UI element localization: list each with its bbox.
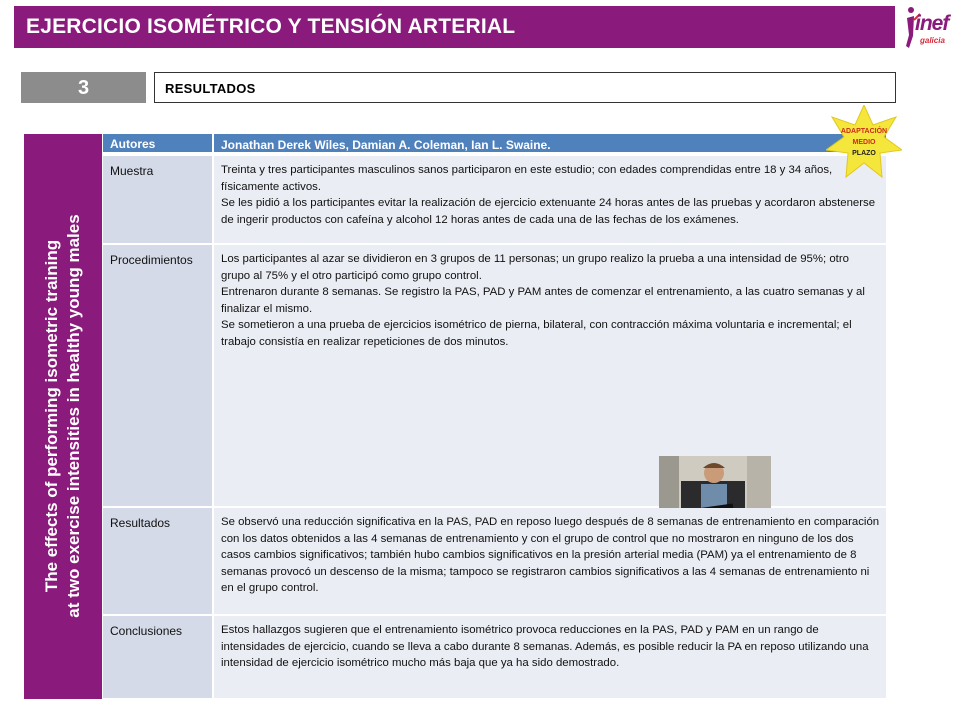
procedimientos-paragraph: Se sometieron a una prueba de ejercicios isométrico de pierna, bilateral, con contracción máxima voluntaria e incremental; el trabajo consistía en realizar repeticiones de dos minutos. — [221, 319, 852, 348]
authors-value: Jonathan Derek Wiles, Damian A. Coleman, Ian L. Swaine. — [221, 138, 551, 152]
section-title: RESULTADOS — [165, 81, 256, 96]
page-title: EJERCICIO ISOMÉTRICO Y TENSIÓN ARTERIAL — [26, 15, 516, 38]
inef-galicia-logo-icon — [905, 6, 955, 54]
table-row-authors — [103, 134, 886, 154]
muestra-text — [221, 162, 880, 228]
procedimientos-text — [221, 251, 880, 351]
badge-line-1: ADAPTACIÓN — [840, 128, 888, 135]
badge-line-3: PLAZO — [852, 150, 876, 157]
badge-line-2: MEDIO — [852, 139, 876, 146]
resultados-paragraph: Se observó una reducción significativa en la PAS, PAD en reposo luego después de 8 semanas de entrenamiento en comparación con los datos obtenidos a las 4 semanas de entrenamiento y con el grupo de control que no mostraron en ninguno de los dos casos cambios significativos; también hubo cambios significativos en la presión arterial media (PAM) ya el entrenamiento de 8 semanas provocó un descenso de la misma; tampoco se registraron cambios significativos a las 4 semanas de entrenamiento ni en el grupo control. — [221, 516, 880, 595]
resultados-label: Resultados — [110, 516, 171, 530]
study-title-line-1: The effects of performing isometric training — [42, 239, 61, 593]
procedimientos-paragraph: Entrenaron durante 8 semanas. Se registro la PAS, PAD y PAM antes de comenzar el entrenamiento, a las cuatro semanas y al finalizar el mismo. — [221, 286, 865, 315]
study-title-panel — [24, 134, 102, 699]
table-row-conclusiones — [103, 616, 886, 700]
resultados-text — [221, 514, 880, 597]
muestra-paragraph: Treinta y tres participantes masculinos sanos participaron en este estudio; con edades comprendidas entre 18 y 34 años, físicamente activos. — [221, 164, 833, 193]
table-row-muestra — [103, 156, 886, 245]
title-bar — [14, 6, 895, 48]
study-title — [41, 136, 85, 696]
table-row-procedimientos — [103, 245, 886, 508]
star-badge-icon — [826, 105, 902, 181]
study-title-line-2: at two exercise intensities in healthy young males — [64, 214, 83, 618]
muestra-paragraph: Se les pidió a los participantes evitar la realización de ejercicio extenuante 24 horas antes de las pruebas y acordaron abstenerse de ingerir productos con cafeína y alcohol 12 horas antes de cada una de las fechas de los exámenes. — [221, 197, 876, 226]
section-number: 3 — [77, 77, 90, 99]
authors-label: Autores — [110, 137, 156, 151]
procedimientos-label: Procedimientos — [110, 253, 193, 267]
logo-word: inef — [915, 12, 949, 35]
conclusiones-text — [221, 622, 880, 672]
section-number-box — [21, 72, 146, 103]
conclusiones-label: Conclusiones — [110, 624, 183, 638]
procedimientos-paragraph: Los participantes al azar se dividieron en 3 grupos de 11 personas; un grupo realizo la prueba a una intensidad de 95%; otro grupo al 75% y el otro participó como grupo control. — [221, 253, 849, 282]
section-title-box — [154, 72, 896, 103]
table-row-resultados — [103, 508, 886, 616]
conclusiones-paragraph: Estos hallazgos sugieren que el entrenamiento isométrico provoca reducciones en la PAS, PAD y PAM en un rango de intensidades de ejercicio, cuando se lleva a cabo durante 8 semanas. Además, es posible reducir la PA en reposo utilizando una intensidad de ejercicio isométrico mucho más baja que ya ha sido demostrado. — [221, 624, 869, 670]
logo-subtitle: galicia — [920, 36, 945, 45]
muestra-label: Muestra — [110, 164, 154, 178]
